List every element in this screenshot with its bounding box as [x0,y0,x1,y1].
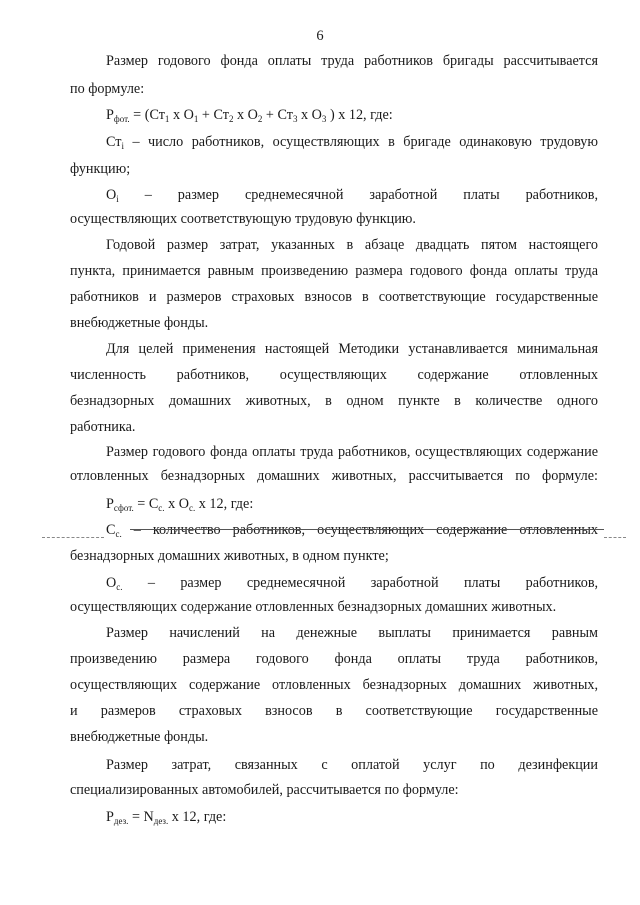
paragraph-line: и размеров страховых взносов в соответствующие государственные [70,703,598,719]
formula-shelter-payroll: $Р_{сфот.} = С_{с.}$ x $О_{с.}$ x 12, где: [106,496,254,513]
paragraph-line: Годовой размер затрат, указанных в абзаце двадцать пятом настоящего [106,237,598,253]
paragraph-line: осуществляющих соответствующую трудовую функцию. [70,211,416,227]
paragraph-line: внебюджетные фонды. [70,729,209,745]
paragraph-line: работников и размеров страховых взносов в соответствующие государственные [70,289,598,305]
paragraph-line: по формуле: [70,81,145,97]
scan-margin-mark [42,537,104,538]
formula-brigade-payroll: $Р_{фот.} = (Ст_1$ x $О_1 + Ст_2$ x $О_2 + Ст_3$ x $О_3$ ) x 12, где: [106,107,393,124]
paragraph-line: безнадзорных домашних животных, в одном пункте в количестве одного [70,393,598,409]
paragraph-line: Размер годового фонда оплаты труда работников, осуществляющих содержание [106,444,598,460]
page-number: 6 [316,28,324,44]
paragraph-line: внебюджетные фонды. [70,315,209,331]
paragraph-line: Размер начислений на денежные выплаты принимается равным [106,625,598,641]
paragraph-line: пункта, принимается равным произведению размера годового фонда оплаты труда [70,263,598,279]
paragraph-line: Размер затрат, связанных с оплатой услуг по дезинфекции [106,757,598,773]
paragraph-line: работника. [70,419,136,435]
paragraph-line: Для целей применения настоящей Методики устанавливается минимальная [106,341,598,357]
definition-line: $Ст_i$ – число работников, осуществляющих в бригаде одинаковую трудовую [106,134,598,151]
definition-line: $О_i$ – размер среднемесячной заработной платы работников, [106,187,598,204]
definition-line: $С_{с.}$ – количество работников, осуществляющих содержание отловленных [106,522,598,539]
paragraph-line: произведению размера годового фонда оплаты труда работников, [70,651,598,667]
paragraph-line: осуществляющих содержание отловленных безнадзорных домашних животных. [70,599,557,615]
paragraph-line: Размер годового фонда оплаты труда работников бригады рассчитывается [106,53,598,69]
paragraph-line: функцию; [70,161,131,177]
paragraph-line: специализированных автомобилей, рассчитывается по формуле: [70,782,459,798]
scan-strike-line [130,529,604,530]
formula-disinfection: $Р_{дез.} = N_{дез.}$ x 12, где: [106,809,227,826]
paragraph-line: отловленных безнадзорных домашних животных, рассчитывается по формуле: [70,468,598,484]
paragraph-line: численность работников, осуществляющих содержание отловленных [70,367,598,383]
scan-margin-mark [604,537,626,538]
paragraph-line: безнадзорных домашних животных, в одном пункте; [70,548,389,564]
paragraph-line: осуществляющих содержание отловленных безнадзорных домашних животных, [70,677,598,693]
definition-line: $О_{с.}$ – размер среднемесячной заработной платы работников, [106,575,599,592]
